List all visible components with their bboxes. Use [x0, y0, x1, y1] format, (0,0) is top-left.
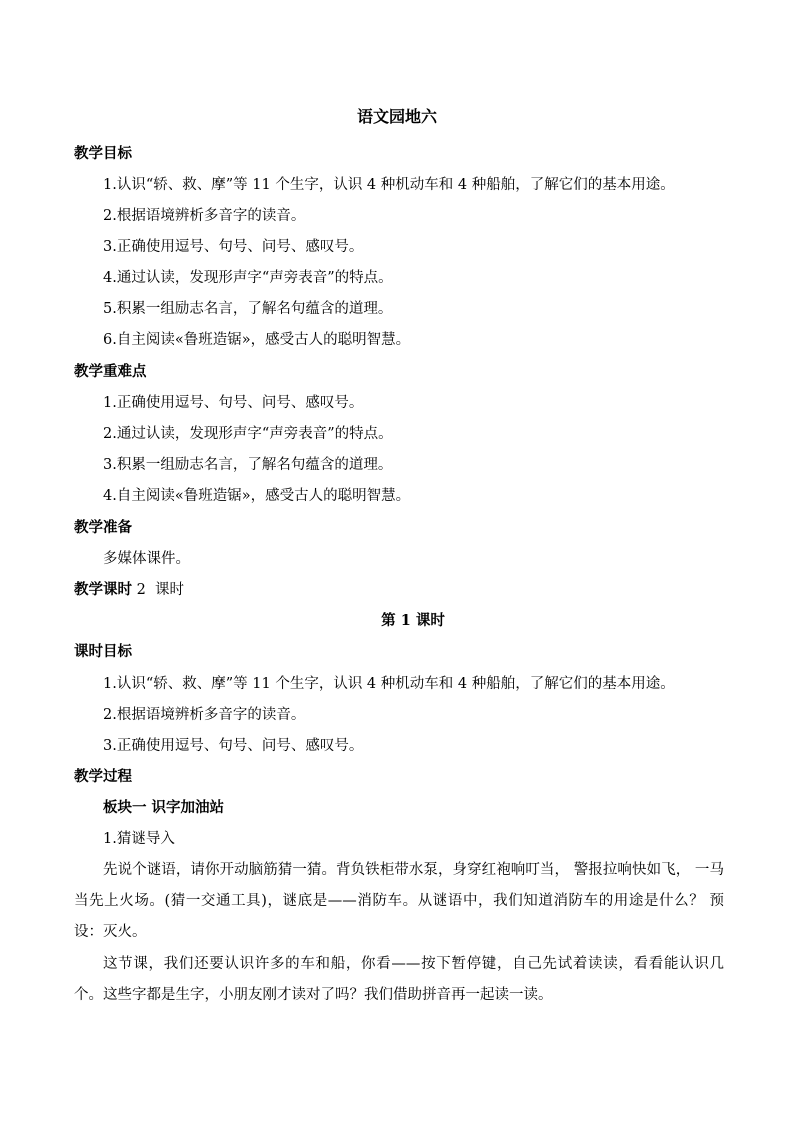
- lesson-goals-heading: 课时目标: [74, 643, 132, 660]
- block1-title: 板块一 识字加油站: [103, 799, 225, 816]
- hours-heading: 教学课时: [74, 581, 132, 598]
- preparation-heading: 教学准备: [74, 519, 132, 536]
- key-points-heading: 教学重难点: [74, 363, 147, 380]
- page-title: 语文园地六: [356, 107, 437, 126]
- hours-line: [74, 580, 184, 600]
- step1-label: 1.猜谜导入: [103, 831, 175, 847]
- hours-value: 2 课时: [132, 582, 185, 598]
- key-point-item-3: 3.积累一组励志名言，了解名句蕴含的道理。: [103, 457, 393, 473]
- paragraph-intro: 这节课，我们还要认识许多的车和船，你看——按下暂停键，自己先试着读读，看看能认识几个。这些字都是生字，小朋友刚才读对了吗？我们借助拼音再一起读一读。: [74, 956, 724, 1004]
- key-point-item-2: 2.通过认读，发现形声字“声旁表音”的特点。: [103, 426, 393, 442]
- paragraph-riddle: 先说个谜语，请你开动脑筋猜一猜。背负铁柜带水泵，身穿红袍响叮当， 警报拉响快如飞， 一马当先上火场。(猜一交通工具)，谜底是——消防车。从谜语中，我们知道消防车的用途是什么？ 预设：灭火。: [74, 862, 724, 941]
- key-point-item-4: 4.自主阅读«鲁班造锯»，感受古人的聪明智慧。: [103, 488, 411, 504]
- lesson-goal-item-1: 1.认识“轿、救、摩”等 11 个生字，认识 4 种机动车和 4 种船舶，了解它们的基本用途。: [103, 676, 675, 692]
- process-heading: 教学过程: [74, 768, 132, 785]
- key-point-item-1: 1.正确使用逗号、句号、问号、感叹号。: [103, 395, 364, 411]
- lesson-goal-item-2: 2.根据语境辨析多音字的读音。: [103, 707, 306, 723]
- lesson-title: 第 1 课时: [381, 612, 445, 629]
- goal-item-6: 6.自主阅读«鲁班造锯»，感受古人的聪明智慧。: [103, 332, 411, 348]
- goal-item-3: 3.正确使用逗号、句号、问号、感叹号。: [103, 239, 364, 255]
- goal-item-4: 4.通过认读，发现形声字“声旁表音”的特点。: [103, 270, 393, 286]
- goals-heading: 教学目标: [74, 145, 132, 162]
- lesson-goal-item-3: 3.正确使用逗号、句号、问号、感叹号。: [103, 738, 364, 754]
- goal-item-2: 2.根据语境辨析多音字的读音。: [103, 208, 306, 224]
- preparation-content: 多媒体课件。: [103, 551, 190, 567]
- goal-item-5: 5.积累一组励志名言，了解名句蕴含的道理。: [103, 301, 393, 317]
- goal-item-1: 1.认识“轿、救、摩”等 11 个生字，认识 4 种机动车和 4 种船舶，了解它们的基本用途。: [103, 177, 675, 193]
